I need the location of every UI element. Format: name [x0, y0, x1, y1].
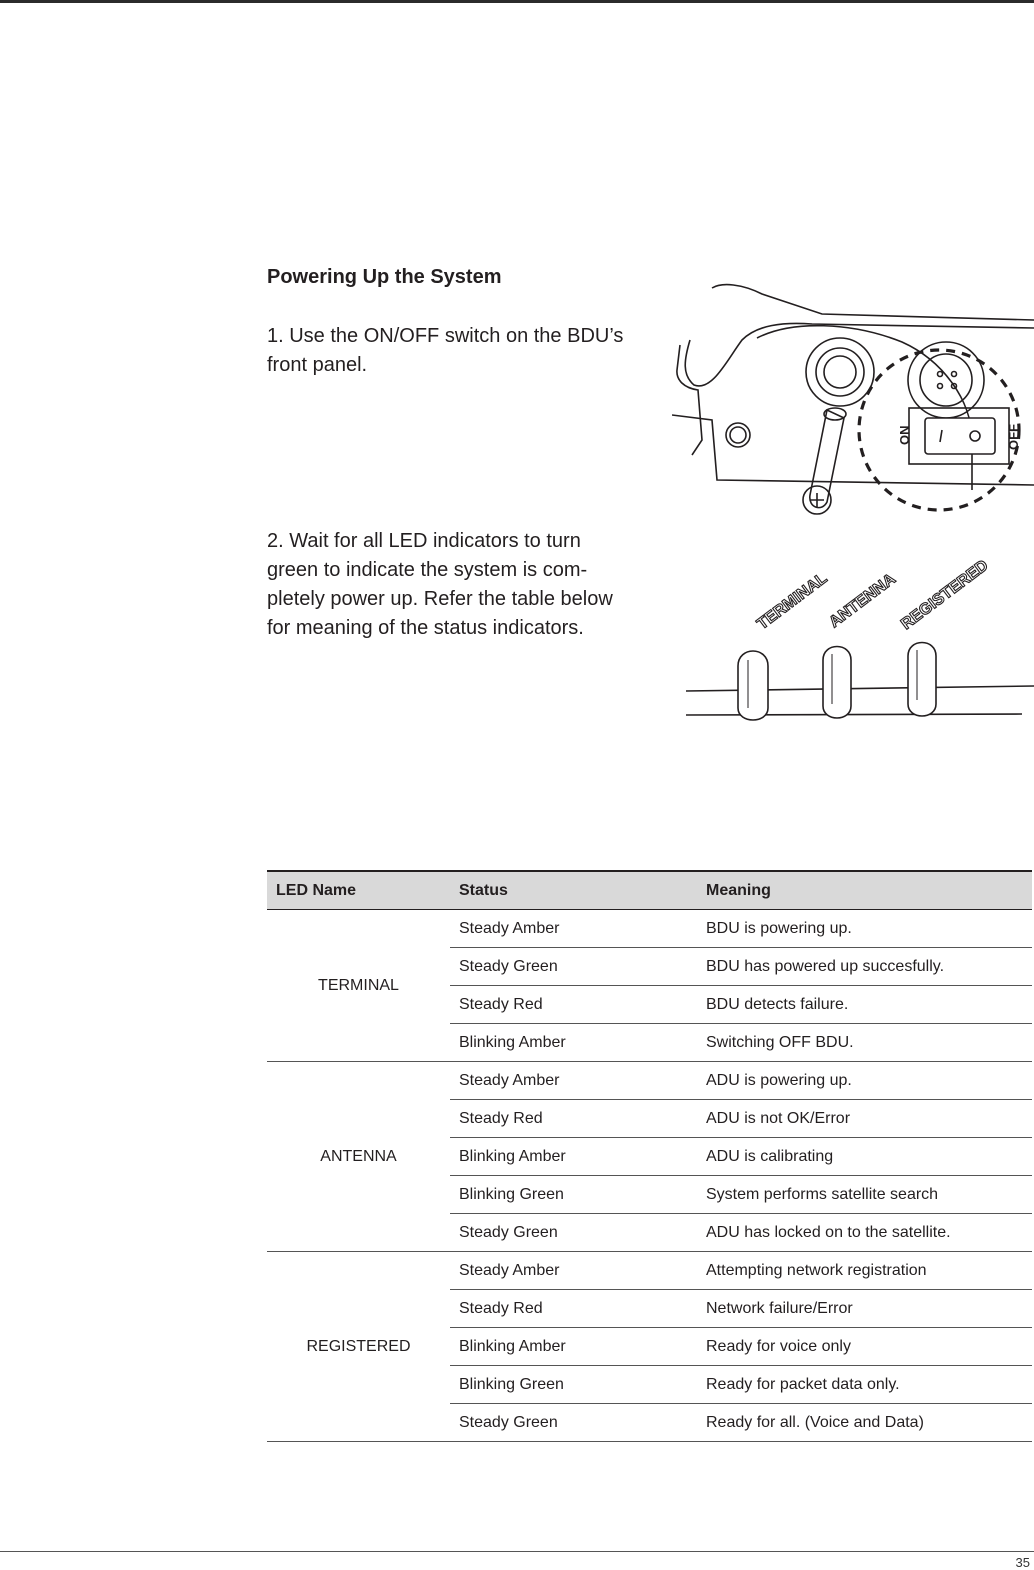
meaning-cell: Ready for all. (Voice and Data) [697, 1404, 1032, 1442]
meaning-cell: Attempting network registration [697, 1252, 1032, 1290]
status-cell: Blinking Green [450, 1366, 697, 1404]
switch-rocker [925, 418, 995, 454]
header-meaning: Meaning [697, 871, 1032, 910]
status-cell: Steady Red [450, 1100, 697, 1138]
header-status: Status [450, 871, 697, 910]
bdu-housing-top [712, 285, 1034, 320]
header-led-name: LED Name [267, 871, 450, 910]
status-cell: Steady Amber [450, 910, 697, 948]
led-name-registered: REGISTERED [267, 1252, 450, 1442]
mount-hole-inner [730, 427, 746, 443]
section-heading: Powering Up the System [267, 266, 502, 288]
step-2-text: 2. Wait for all LED indicators to turn green to indicate the system is com- pletely power up. Refer the table below for meaning of the status indicators. [267, 530, 613, 639]
table-row [267, 1062, 1032, 1100]
table-row [267, 910, 1032, 948]
status-cell: Steady Green [450, 1404, 697, 1442]
connector-inner [824, 356, 856, 388]
status-cell: Blinking Amber [450, 1328, 697, 1366]
meaning-cell: ADU is powering up. [697, 1062, 1032, 1100]
meaning-cell: ADU is calibrating [697, 1138, 1032, 1176]
status-cell: Blinking Amber [450, 1138, 697, 1176]
power-connector-pin [938, 372, 943, 377]
status-cell: Steady Green [450, 948, 697, 986]
led-terminal [738, 651, 768, 720]
meaning-cell: Ready for packet data only. [697, 1366, 1032, 1404]
meaning-cell: BDU is powering up. [697, 910, 1032, 948]
meaning-cell: Switching OFF BDU. [697, 1024, 1032, 1062]
led-registered [908, 643, 936, 717]
meaning-cell: ADU is not OK/Error [697, 1100, 1032, 1138]
led-shine [748, 650, 917, 708]
led-name-terminal: TERMINAL [267, 910, 450, 1062]
step-1-text: 1. Use the ON/OFF switch on the BDU’s front panel. [267, 325, 624, 376]
meaning-cell: System performs satellite search [697, 1176, 1032, 1214]
status-cell: Blinking Green [450, 1176, 697, 1214]
power-connector-pin [938, 384, 943, 389]
led-label-antenna: ANTENNA [826, 570, 899, 632]
bdu-housing-rim [685, 323, 1034, 386]
meaning-cell: Ready for voice only [697, 1328, 1032, 1366]
power-connector-inner [920, 354, 972, 406]
meaning-cell: BDU has powered up succesfully. [697, 948, 1032, 986]
meaning-cell: BDU detects failure. [697, 986, 1032, 1024]
status-cell: Steady Red [450, 1290, 697, 1328]
status-cell: Steady Red [450, 986, 697, 1024]
on-label: ON [897, 425, 912, 445]
bottom-rule [0, 1551, 1034, 1552]
meaning-cell: ADU has locked on to the satellite. [697, 1214, 1032, 1252]
meaning-cell: Network failure/Error [697, 1290, 1032, 1328]
led-name-antenna: ANTENNA [267, 1062, 450, 1252]
led-label-terminal: TERMINAL [754, 569, 831, 634]
bdu-switch-illustration [672, 280, 1034, 520]
led-label-registered: REGISTERED [898, 557, 992, 634]
bdu-housing-side [677, 345, 702, 455]
ground-post [810, 410, 844, 508]
status-cell: Steady Green [450, 1214, 697, 1252]
off-label: OFF [1006, 424, 1021, 450]
led-antenna [823, 647, 851, 719]
top-rule [0, 0, 1034, 3]
table-row [267, 1252, 1032, 1290]
table-header-row [267, 871, 1032, 910]
status-cell: Steady Amber [450, 1062, 697, 1100]
status-cell: Blinking Amber [450, 1024, 697, 1062]
power-connector-pin [952, 372, 957, 377]
status-cell: Steady Amber [450, 1252, 697, 1290]
led-status-table [267, 870, 1032, 1442]
page-number: 35 [1015, 1555, 1030, 1570]
led-indicators-illustration [680, 548, 1034, 726]
panel-line-bottom [686, 714, 1022, 715]
